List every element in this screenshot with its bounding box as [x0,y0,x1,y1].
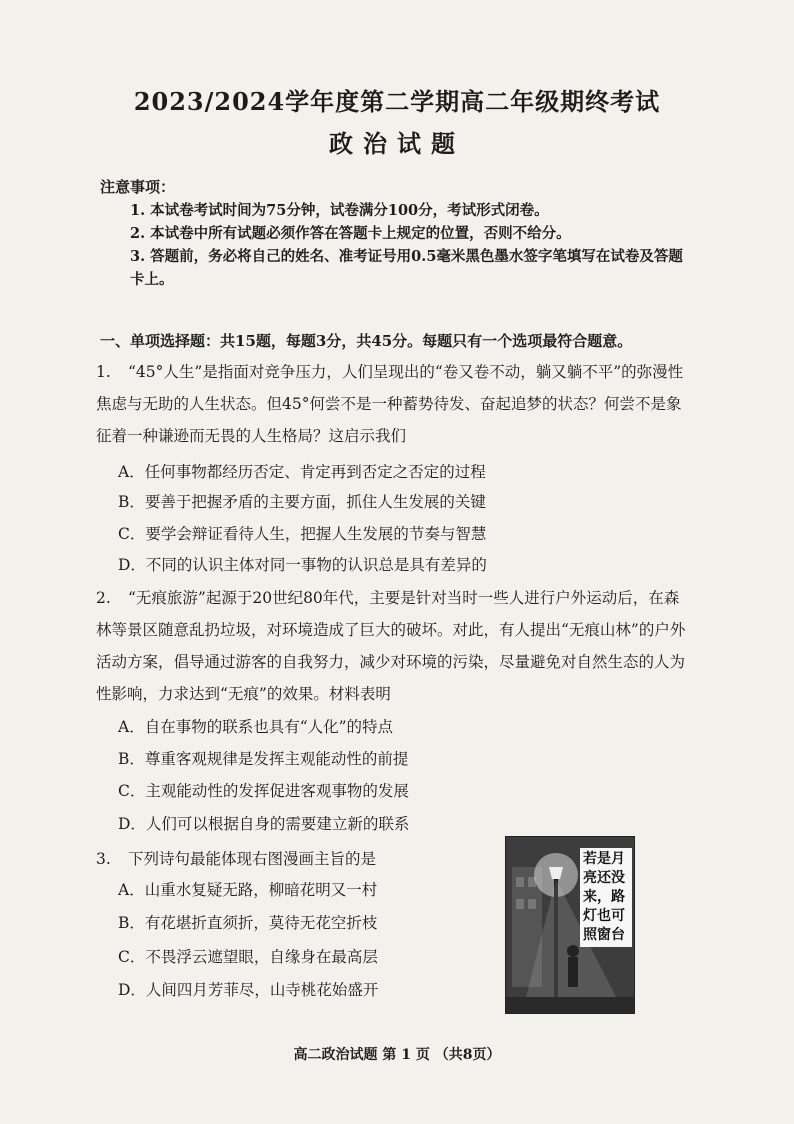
option-d: D．人们可以根据自身的需要建立新的联系 [118,815,410,833]
question-stem [96,843,496,875]
option-c: C．主观能动性的发挥促进客观事物的发展 [118,782,409,800]
option-d: D．人间四月芳菲尽，山寺桃花始盛开 [118,981,379,999]
option-a: A．自在事物的联系也具有“人化”的特点 [118,718,394,736]
option-b: B．要善于把握矛盾的主要方面，抓住人生发展的关键 [118,493,486,511]
notice-item: 3. 答题前，务必将自己的姓名、准考证号用0.5毫米黑色墨水签字笔填写在试卷及答题卡上。 [130,248,683,288]
option-d: D．不同的认识主体对同一事物的认识总是具有差异的 [118,556,487,574]
page-footer: 高二政治试题 第 1 页 （共8页） [293,1047,501,1063]
question-stem [96,582,692,710]
question-text: “无痕旅游”起源于20世纪80年代，主要是针对当时一些人进行户外运动后，在森林等景区随意乱扔垃圾，对环境造成了巨大的破坏。对此，有人提出“无痕山林”的户外活动方案，倡导通过游客的自我努力，减少对环境的污染，尽量避免对自然生态的人为性影响，力求达到“无痕”的效果。材料表明 [96,589,686,703]
notice-heading: 注意事项： [100,178,176,196]
exam-subtitle: 政治试题 [329,129,465,158]
option-c: C．不畏浮云遮望眼，自缘身在最高层 [118,948,378,966]
option-b: B．尊重客观规律是发挥主观能动性的前提 [118,750,409,768]
option-c: C．要学会辩证看待人生，把握人生发展的节奏与智慧 [118,525,487,543]
option-a: A．任何事物都经历否定、肯定再到否定之否定的过程 [118,463,486,481]
question-stem [96,356,692,452]
notice-item: 2. 本试卷中所有试题必须作答在答题卡上规定的位置，否则不给分。 [130,225,571,242]
notice-item: 1. 本试卷考试时间为75分钟，试卷满分100分，考试形式闭卷。 [130,202,549,219]
question-number: 1. [96,363,111,381]
option-a: A．山重水复疑无路，柳暗花明又一村 [118,881,378,899]
question-text: “45°人生”是指面对竞争压力，人们呈现出的“卷又卷不动，躺又躺不平”的弥漫性焦虑与无助的人生状态。但45°何尝不是一种蓄势待发、奋起追梦的状态？何尝不是象征着一种谦逊而无畏的人生格局？这启示我们 [96,363,684,445]
question-number: 2. [96,589,111,607]
exam-title: 2023/2024学年度第二学期高二年级期终考试 [133,87,661,116]
section-heading: 一、单项选择题：共15题，每题3分，共45分。每题只有一个选项最符合题意。 [100,332,633,350]
question-text: 下列诗句最能体现右图漫画主旨的是 [128,850,377,868]
cartoon-caption: 若是月亮还没来，路灯也可照窗台 [580,848,632,947]
option-b: B．有花堪折直须折，莫待无花空折枝 [118,914,378,932]
question-number: 3. [96,850,111,868]
